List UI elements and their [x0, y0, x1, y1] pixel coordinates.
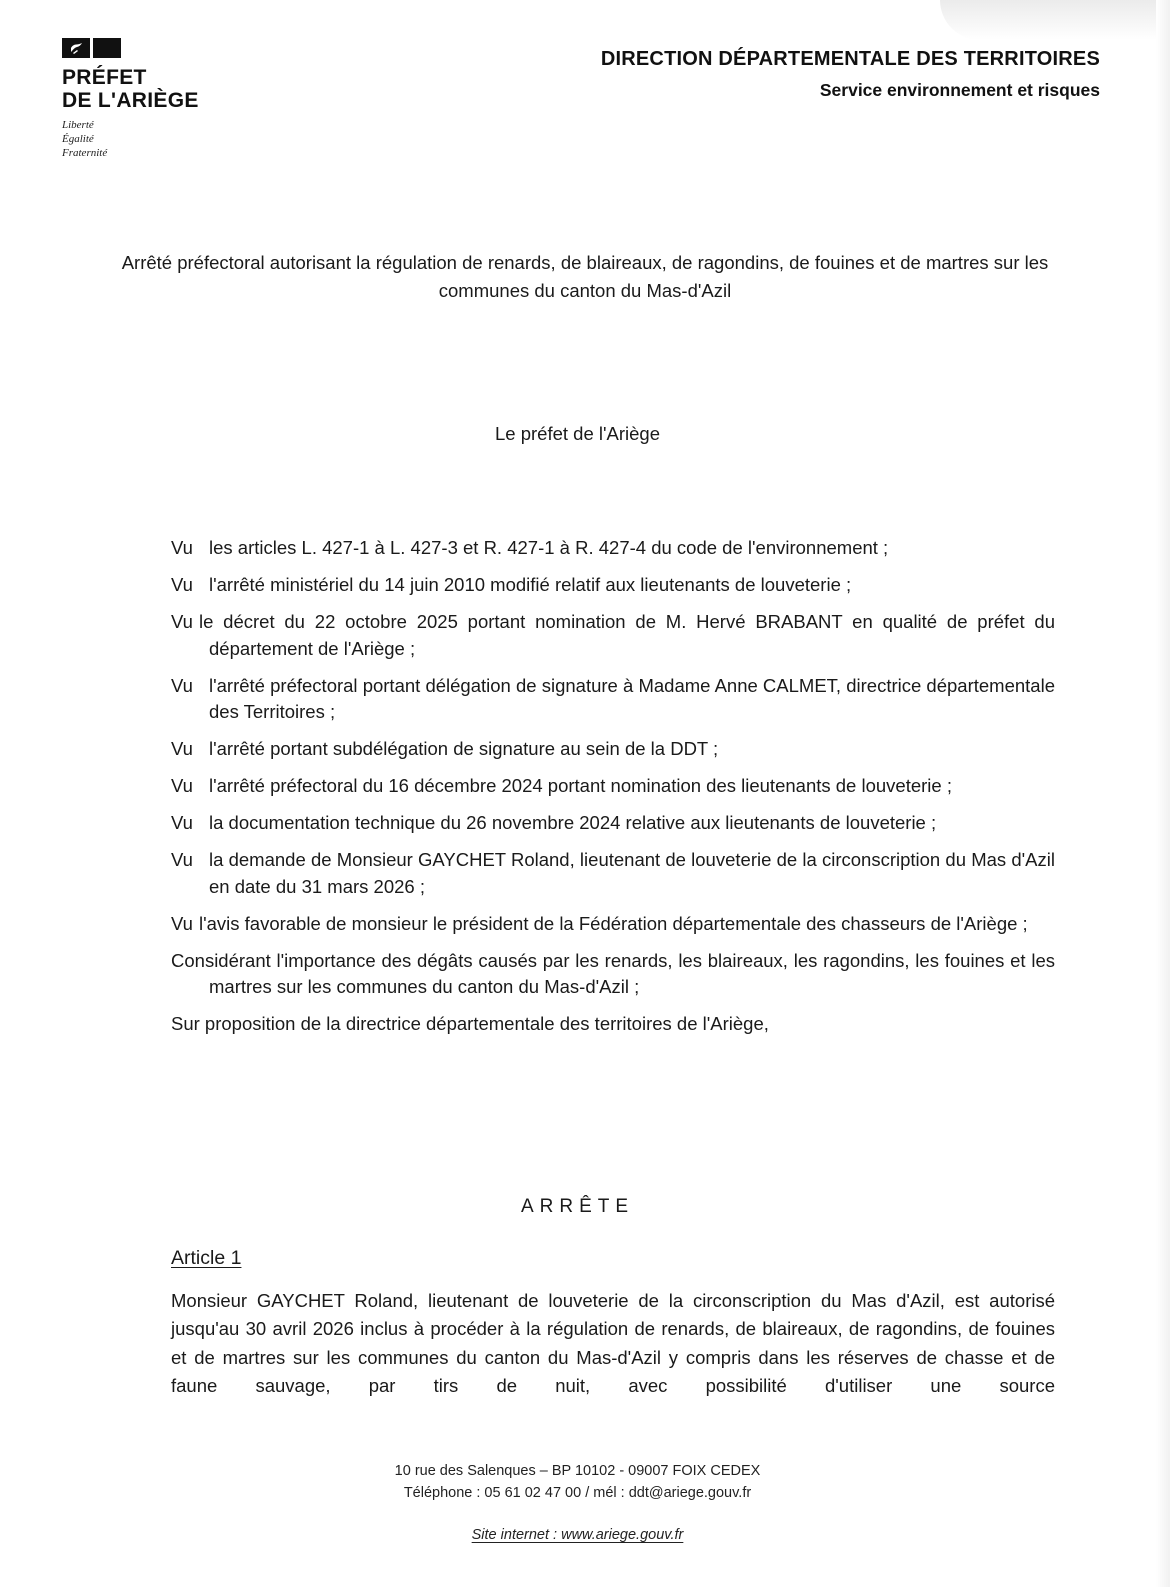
visa-text: la demande de Monsieur GAYCHET Roland, lieutenant de louveterie de la circonscription du Mas d'Azil en date du 31 mars 2026 ; [209, 849, 1055, 897]
prefect-title-line1: PRÉFET [62, 66, 147, 89]
page-corner-shadow [940, 0, 1170, 40]
document-title: Arrêté préfectoral autorisant la régulation de renards, de blaireaux, de ragondins, de fouines et de martres sur les communes du canton du Mas-d'Azil [121, 252, 1049, 301]
visa-prefix: Vu [171, 574, 193, 595]
article-1-title: Article 1 [171, 1247, 242, 1269]
visa-item [171, 911, 1055, 938]
visa-item [171, 535, 1055, 562]
page-edge-shadow [1156, 0, 1170, 1587]
visa-prefix: Vu [171, 611, 193, 632]
visa-prefix: Vu [171, 912, 193, 934]
footer-address: 10 rue des Salenques – BP 10102 - 09007 FOIX CEDEX [394, 1463, 761, 1479]
visa-text: l'avis favorable de monsieur le président de la Fédération départementale des chasseurs de l'Ariège ; [198, 912, 1028, 934]
marianne-icon [62, 38, 124, 60]
direction-name: DIRECTION DÉPARTEMENTALE DES TERRITOIRES [600, 48, 1100, 70]
visa-item [171, 847, 1055, 900]
footer [0, 1460, 1155, 1546]
considerations-list [171, 535, 1055, 1048]
visa-text: la documentation technique du 26 novembre 2024 relative aux lieutenants de louveterie ; [209, 812, 937, 833]
republic-motto [62, 118, 242, 160]
decision-heading: ARRÊTE [520, 1196, 635, 1217]
visa-text: l'arrêté ministériel du 14 juin 2010 modifié relatif aux lieutenants de louveterie ; [209, 574, 852, 595]
visa-text: les articles L. 427-1 à L. 427-3 et R. 427-1 à R. 427-4 du code de l'environnement ; [209, 537, 889, 558]
prefecture-logo [62, 38, 242, 160]
visa-prefix: Vu [171, 812, 193, 833]
visa-text: l'arrêté préfectoral portant délégation de signature à Madame Anne CALMET, directrice départementale des Territoires ; [209, 674, 1055, 722]
motto-fraternite: Fraternité [62, 147, 108, 159]
visa-item [171, 736, 1055, 763]
proposal-clause: Sur proposition de la directrice départementale des territoires de l'Ariège, [171, 1013, 769, 1034]
visa-text: l'arrêté portant subdélégation de signature au sein de la DDT ; [209, 738, 719, 759]
visa-item [171, 572, 1055, 599]
visa-prefix: Vu [171, 537, 193, 558]
visa-prefix: Vu [171, 674, 193, 696]
article-1-body: Monsieur GAYCHET Roland, lieutenant de louveterie de la circonscription du Mas d'Azil, est autorisé jusqu'au 30 avril 2026 inclus à procéder à la régulation de renards, de blaireaux, de ragondins, de fouines et de martres sur les communes du canton du Mas-d'Azil y compris dans les réserves de chasse et de faune sauvage, par tirs de nuit, avec possibilité d'utiliser une source [171, 1290, 1055, 1396]
visa-item [171, 673, 1055, 726]
prefect-title-line2: DE L'ARIÈGE [62, 89, 199, 112]
authority-line: Le préfet de l'Ariège [494, 423, 660, 444]
visa-text: l'arrêté préfectoral du 16 décembre 2024 portant nomination des lieutenants de louveterie ; [209, 775, 952, 796]
considering-clause: Considérant l'importance des dégâts causés par les renards, les blaireaux, les ragondins, les fouines et les martres sur les communes du canton du Mas-d'Azil ; [171, 949, 1055, 997]
visa-item [171, 609, 1055, 662]
issuing-department [601, 48, 1100, 101]
visa-text: le décret du 22 octobre 2025 portant nomination de M. Hervé BRABANT en qualité de préfet du département de l'Ariège ; [198, 611, 1055, 659]
motto-egalite: Égalité [62, 133, 94, 145]
prefect-title [62, 66, 242, 112]
visa-item [171, 810, 1055, 837]
visa-prefix: Vu [171, 849, 193, 870]
visa-prefix: Vu [171, 738, 193, 759]
motto-liberte: Liberté [62, 119, 94, 131]
footer-website-link[interactable]: Site internet : www.ariege.gouv.fr [471, 1527, 684, 1543]
visa-prefix: Vu [171, 775, 193, 796]
visa-item [171, 773, 1055, 800]
footer-contact: Téléphone : 05 61 02 47 00 / mél : ddt@ariege.gouv.fr [403, 1485, 752, 1501]
service-name: Service environnement et risques [819, 80, 1100, 100]
